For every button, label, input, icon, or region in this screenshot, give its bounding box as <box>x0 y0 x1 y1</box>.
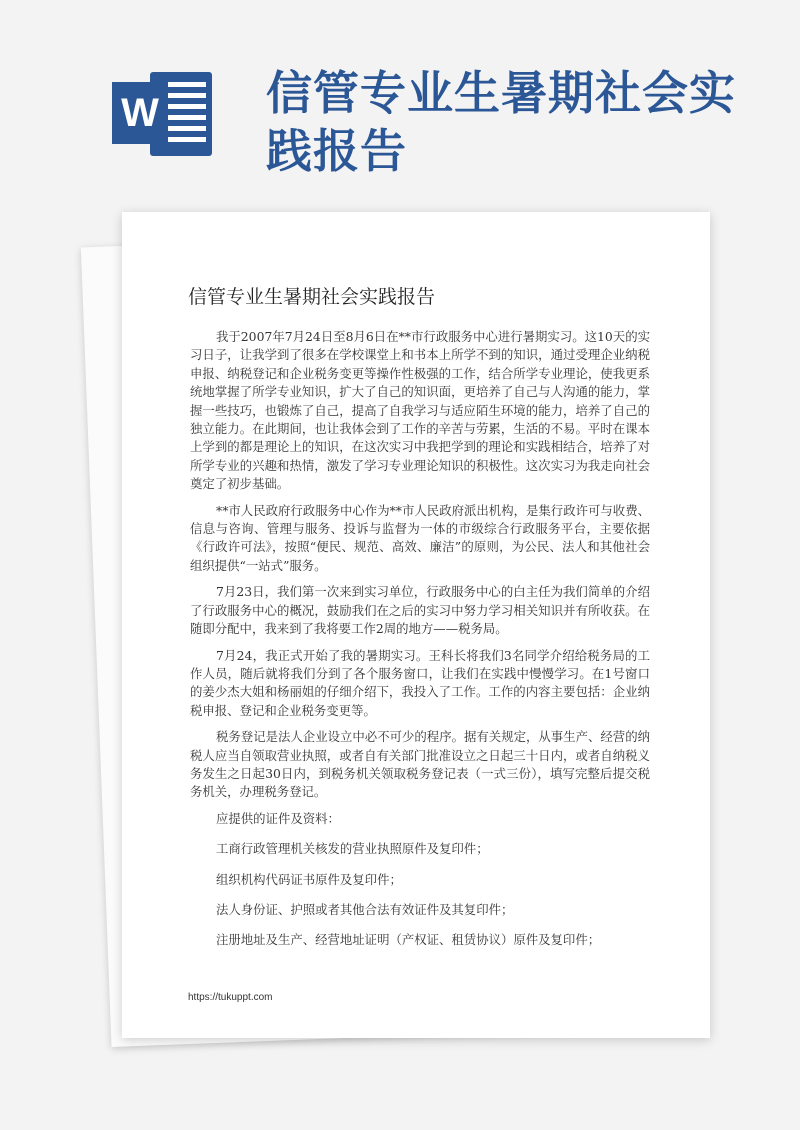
list-item: 组织机构代码证书原件及复印件； <box>216 871 402 887</box>
paragraph: 7月24，我正式开始了我的暑期实习。王科长将我们3名同学介绍给税务局的工作人员，随后就将我们分到了各个服务窗口，让我们在实践中慢慢学习。在1号窗口的姜少杰大姐和杨丽姐的仔细介绍下，我投入了工作。工作的内容主要包括：企业纳税申报、登记和企业税务变更等。 <box>190 647 650 718</box>
word-document-icon <box>112 68 216 160</box>
page-title: 信管专业生暑期社会实践报告 <box>266 66 736 178</box>
svg-text:W: W <box>121 91 159 135</box>
list-item: 应提供的证件及资料： <box>216 810 340 826</box>
footer-link[interactable]: https://tukuppt.com <box>188 992 273 1003</box>
list-item: 注册地址及生产、经营地址证明（产权证、租赁协议）原件及复印件； <box>216 932 601 948</box>
list-item: 法人身份证、护照或者其他合法有效证件及其复印件； <box>216 901 514 917</box>
paragraph: 税务登记是法人企业设立中必不可少的程序。据有关规定，从事生产、经营的纳税人应当自领取营业执照，或者自有关部门批准设立之日起三十日内，或者自纳税义务发生之日起30日内，到税务机关领取税务登记表（一式三份），填写完整后提交税务机关，办理税务登记。 <box>190 729 650 800</box>
document-body <box>190 328 650 962</box>
paragraph: **市人民政府行政服务中心作为**市人民政府派出机构，是集行政许可与收费、信息与咨询、管理与服务、投诉与监督为一体的市级综合行政服务平台，主要依据《行政许可法》，按照“便民、规范、高效、廉洁”的原则，为公民、法人和其他社会组织提供“一站式”服务。 <box>190 502 650 573</box>
paragraph: 我于2007年7月24日至8月6日在**市行政服务中心进行暑期实习。这10天的实习日子，让我学到了很多在学校课堂上和书本上所学不到的知识，通过受理企业纳税申报、纳税登记和企业税务变更等操作性极强的工作，结合所学专业理论，使我更系统地掌握了所学专业知识，扩大了自己的知识面，更培养了自己与人沟通的能力，掌握一些技巧，也锻炼了自己，提高了自我学习与适应陌生环境的能力，培养了自己的独立能力。在此期间，也让我体会到了工作的辛苦与劳累，生活的不易。平时在课本上学到的都是理论上的知识，在这次实习中我把学到的理论和实践相结合，培养了对所学专业的兴趣和热情，激发了学习专业理论知识的积极性。这次实习为我走向社会奠定了初步基础。 <box>190 329 650 492</box>
document-page <box>122 212 710 1038</box>
list-item: 工商行政管理机关核发的营业执照原件及复印件； <box>216 841 489 857</box>
paragraph: 7月23日，我们第一次来到实习单位，行政服务中心的白主任为我们简单的介绍了行政服务中心的概况，鼓励我们在之后的实习中努力学习相关知识并有所收获。在随即分配中，我来到了我将要工作2周的地方——税务局。 <box>190 584 650 637</box>
document-title: 信管专业生暑期社会实践报告 <box>188 286 436 308</box>
